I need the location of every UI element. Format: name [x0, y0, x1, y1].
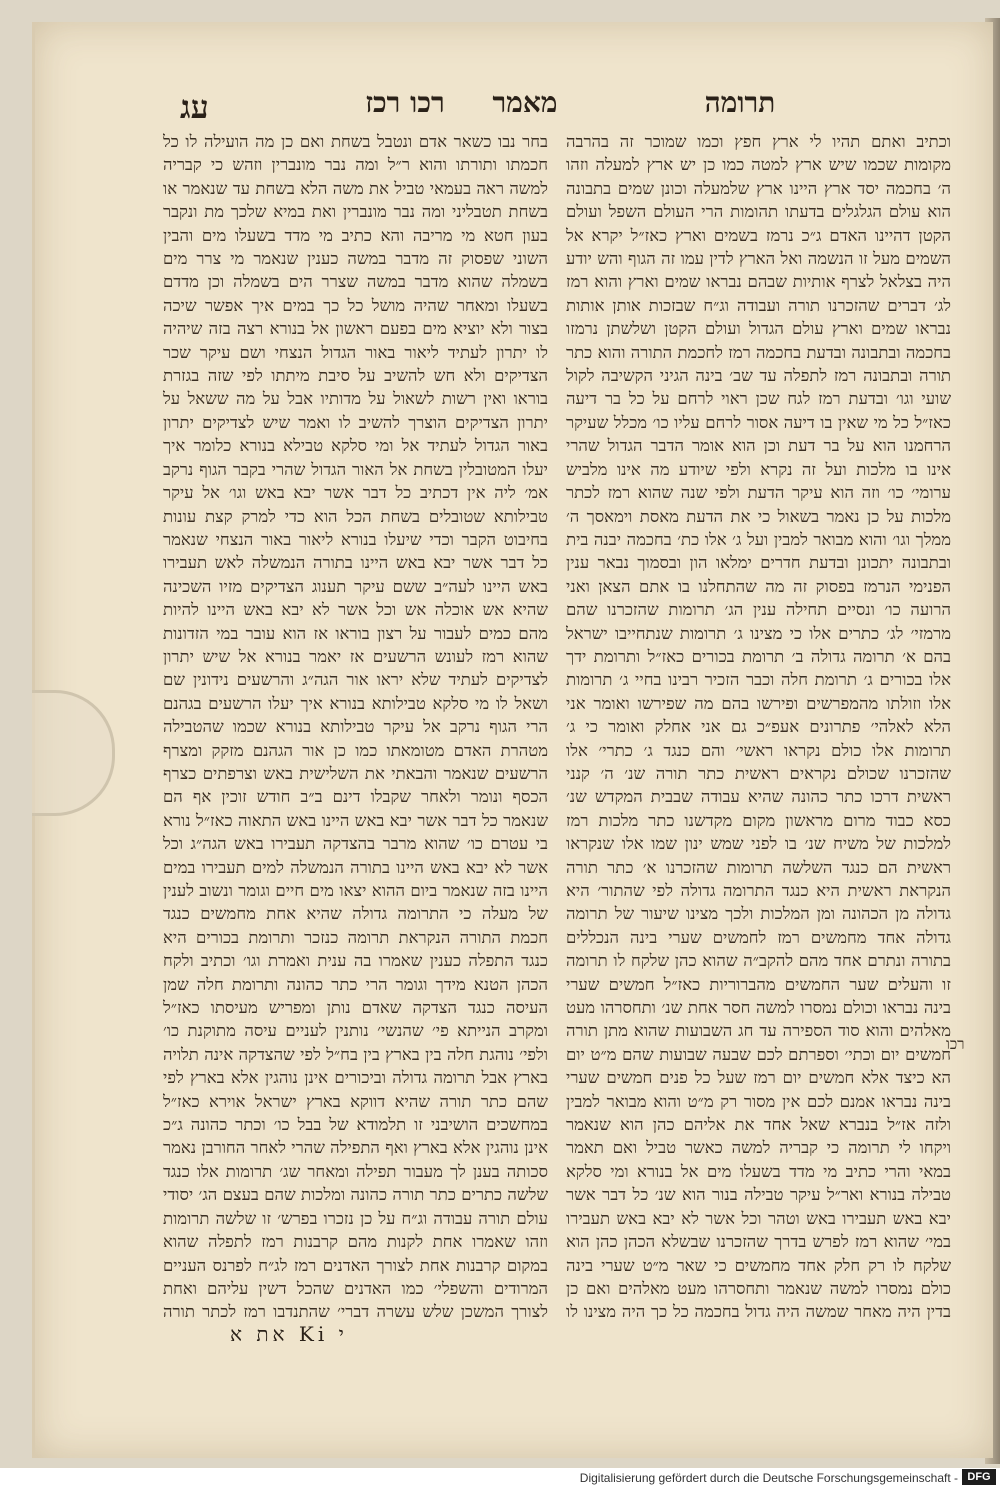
margin-note: רכו: [946, 1035, 965, 1053]
text-column-left: בחר נבו כשאר אדם ונטבל בשחת ואם כן מה הועילה לו כל חכמתו ותורתו והוא ר״ל ומה נבר מונברין וזהש כי קבריה למשה ראה בעמאי טביל את משה הלא בשחת עד שנאמר או בשחת תטבליני ומה נבר מונברין ואת במיא שלכך מת ונקבר בעון חטא מי מריבה והא כתיב מי מדד בשעלו מים והבין השוני שפסוק זה מדבר במשה כענין שנאמר מי צרר מים בשמלה שהוא מדבר במשה שצרר הים בשמלה וכן מדדם בשעלו ומאחר שהיה מושל כל כך במים איך אפשר שיכה בצור ולא יוציא מים בפעם ראשון אל בנורא רצה בזה שיהיה לו יתרון לעתיד ליאור באור הגדול הנצחי ושם עיקר שכר הצדיקים ולא חש להשיב על סיבת מיתתו לפי שזה בגזרת בוראו ואין רשות לשאול על מדותיו אבל על מה ששאל על יתרון הצדיקים הוצרך להשיב לו ואמר שיש לצדיקים יתרון באור הגדול לעתיד אל ומי סלקא טבילא בנורא כלומר איך יעלו המטובלין בשחת אל האור הגדול שהרי בקבר הגוף נרקב אמ׳ ליה אין דכתיב כל דבר אשר יבא באש וגו׳ אל עיקר טבילותא שטובלים בשחת הכל הוא כדי למרק קצת עונות בחיבוט הקבר וכדי שיעלו בנורא ליאור באור הנצחי שנאמר כל דבר אשר יבא באש היינו בתורה הנמשלה לאש תעבירו באש היינו לעה״ב ששם עיקר תענוג הצדיקים מזיו השכינה שהיא אש אוכלה אש וכל אשר לא יבא באש היינו להיות מהם כמים לעבור על רצון בוראו אז הוא עובר במי הזדונות שהוא רמז לעונש הרשעים אז יאמר בנורא אל שיש יתרון לצדיקים לעתיד שלא יראו אור הגה״ג והרשעים נידונין שם ושאל לו מי סלקא טבילותא בנורא איך יעלו הרשעים בגהנם הרי הגוף נרקב אל עיקר טבילותא בנורא שכמו שהטבילה מטהרת האדם מטומאתו כמו כן אור הגהנם מזקק ומצרף הרשעים שנאמר והבאתי את השלישית באש וצרפתים כצרף הכסף ונומר ולאחר שקבלו דינם ב״ב חודש זוכין אף הם שנאמר כל דבר אשר יבא באש היינו באש התאוה כאז״ל נורא בי עטרם כו׳ שהוא מרבר בהצדקה תעבירו באש הגה״ג וכל אשר לא יבא באש היינו בתורה הנמשלה למים תעבירו במים היינו בזה שנאמר ביום ההוא יצאו מים חיים וגומר ונשוב לענין של מעלה כי התרומה גדולה שהיא אחת מחמשים כנגד חכמת התורה הנקראת תרומה כנזכר ותרומת בכורים היא כנגד התפלה כענין שאמרו בה ענית ואמרת וגו׳ וכתיב ולקח הכהן הטנא מידך וגומר הרי כתר כהונה ותרומת חלה שמן העיסה כנגד הצדקה שאדם נותן ומפריש מעיסתו כאז״ל ומקרב הנייתא פי׳ שהנשי׳ נותנין לעניים עיסה מתוקנת כו׳ ולפי׳ נוהגת חלה בין בארץ בין בח״ל לפי שהצדקה אינה תלויה בארץ אבל תרומה גדולה וביכורים אינן נוהגין אלא בארץ לפי שהם כתר תורה שהיא דווקא בארץ ישראל אוירא כאז״ל במחשכים הושיבני זו תלמודא של בבל כו׳ וכתר כהונה ג״כ אינן נוהגין אלא בארץ ואף התפילה שהרי לאחר החורבן נאמר סכותה בענן לך מעבור תפילה ומאחר שג׳ תרומות אלו כנגד שלשה כתרים כתר תורה כהונה ומלכות שהם בעצם הג׳ יסודי עולם תורה עבודה וג״ח על כן נזכרו בפרש׳ זו שלשה תרומות וזהו שאמרו אחת לקנות מהם קרבנות רמז לתפלה שהוא במקום קרבנות אחת לצורך האדנים רמז לג״ח לפרנס העניים המרודים והשפלי׳ כמו האדנים שהכל דשין עליהם ואחת לצורך המשכן שלש עשרה דברי׳ שהתנדבו רמז לכתר תורה: [163, 132, 548, 1322]
running-head-right: תרומה: [704, 86, 776, 119]
running-head-center: מאמר: [492, 86, 558, 119]
dfg-logo: DFG: [962, 1469, 996, 1485]
text-column-right: וכתיב ואתם תהיו לי ארץ חפץ וכמו שמוכר זה בהרבה מקומות שכמו שיש ארץ למטה כמו כן יש ארץ למעלה וזהו ה׳ בחכמה יסד ארץ היינו ארץ שלמעלה וכונן שמים בתבונה הוא עולם הגלגלים בדעתו תהומות הרי העולם השפל ועולם הקטן דהיינו האדם ג״כ נרמז בשמים וארץ כאז״ל יקרא אל השמים מעל זו הנשמה ואל הארץ לדין עמו זה הגוף והש יודע היה בצלאל לצרף אותיות שבהם נבראו שמים וארץ והוא רמז לג׳ דברים שהזכרנו תורה ועבודה וג״ח שבזכות אותן אותות נבראו שמים וארץ עולם הגדול ועולם הקטן ושלשתן נרמזו בחכמה ובתבונה ובדעת בחכמה רמז לחכמת התורה והוא כתר תורה ובתבונה רמז לתפלה עד שב׳ בינה הגיני הקשיבה לקול שועי וגו׳ ובדעת רמז לגח שכן ראוי לרחם על כל בר דיעה כאז״ל כל מי שאין בו דיעה אסור לרחם עליו כו׳ מכלל שעיקר הרחמנו הוא על בר דעת וכן הוא אומר הדבר הגדול שהרי אינו בו מלכות ועל זה נקרא ולפי שיודע מה אינו מלביש ערומי׳ כו׳ וזה הוא עיקר הדעת ולפי שנה שהוא רמז לכתר מלכות על כן נאמר בשאול כי את הדעת מאסת וימאסך ה׳ ממלך וגו׳ והוא מבואר למבין ועל ג׳ אלו כת׳ בחכמה יבנה בית ובתבונה יתכונן ובדעת חדרים ימלאו הון ובסמוך נבאר ענין הפנימי הנרמז בפסוק זה מה שהתחלנו בו אתם הצאן ואני הרועה כו׳ ונסיים תחילה ענין הג׳ תרומות שהזכרנו שהם מרמזי׳ לג׳ כתרים אלו כי מצינו ג׳ תרומות שנתחייבו ישראל בהם א׳ תרומה גדולה ב׳ תרומת בכורים כאז״ל ותרומת ידך אלו בכורים ג׳ תרומת חלה וכבר הזכיר רבינו בחיי ג׳ תרומות אלו וזולתו מהמפרשים ופירשו בהם מה שפירשו ואומר אני הלא לאלהי׳ פתרונים אעפ״כ גם אני אחלק ואומר כי ג׳ תרומות אלו כולם נקראו ראשי׳ והם כנגד ג׳ כתרי׳ אלו שהזכרנו שכולם נקראים ראשית כתר תורה שנ׳ ה׳ קנני ראשית דרכו כתר כהונה שהיא עבודה שבבית המקדש שנ׳ כסא כבוד מרום מראשון מקום מקדשנו כתר מלכות רמז למלכות של משיח שנ׳ בו לפני שמש ינון שמו אלו שנקראו ראשית הם כנגד השלשה תרומות שהזכרנו א׳ כתר תורה הנקראת ראשית היא כנגד התרומה גדולה לפי שהתור׳ היא גדולה מן הכהונה ומן המלכות ולכך מצינו שיעור של תרומה גדולה אחד מחמשים רמז לחמשים שערי בינה הנכללים בתורה ונתרם אחד מהם להקב״ה שהוא כהן שלקח לו תרומה זו והעלים שער החמשים מהברוריות כאז״ל חמשים שערי בינה נבראו וכולם נמסרו למשה חסר אחת שנ׳ ותחסרהו מעט מאלהים והוא סוד הספירה עד חג השבועות שהוא מתן תורה חמשים יום וכתי׳ וספרתם לכם שבעה שבועות שהם מ״ט יום הא כיצד אלא חמשים יום רמז שעל כל פנים חמשים שערי בינה נבראו אמנם לכם אין מסור רק מ״ט והוא מבואר למבין ולזה אז״ל בנברא שאל אחד את אליהם כהן הוא שנאמר ויקחו לי תרומה כי קבריה למשה כאשר טביל ואם תאמר במאי והרי כתיב מי מדד בשעלו מים אל בנורא ומי סלקא טבילה בנורא ואר״ל עיקר טבילה בנור הוא שנ׳ כל דבר אשר יבא באש תעבירו באש וטהר וכל אשר לא יבא באש תעבירו במי׳ שהוא רמז לפרש בדרך שהזכרנו שבשלא הכהן כהן הוא שלקח לו רק חלק אחד מחמשים כי שאר מ״ט שערי בינה כולם נמסרו למשה שנאמר ותחסרהו מעט מאלהים ואם כן בדין היה מאחר שמשה היה גדול בחכמה כל כך היה מצינו לו: [566, 132, 951, 1322]
footer-credit: Digitalisierung gefördert durch die Deutsche Forschungsgemeinschaft -: [579, 1471, 958, 1485]
folio-number: עג: [180, 88, 209, 126]
signature-line: את א Ki י: [230, 1322, 348, 1346]
running-head-left: רכו רכז: [365, 86, 445, 119]
footer-bar: [0, 1468, 1000, 1489]
